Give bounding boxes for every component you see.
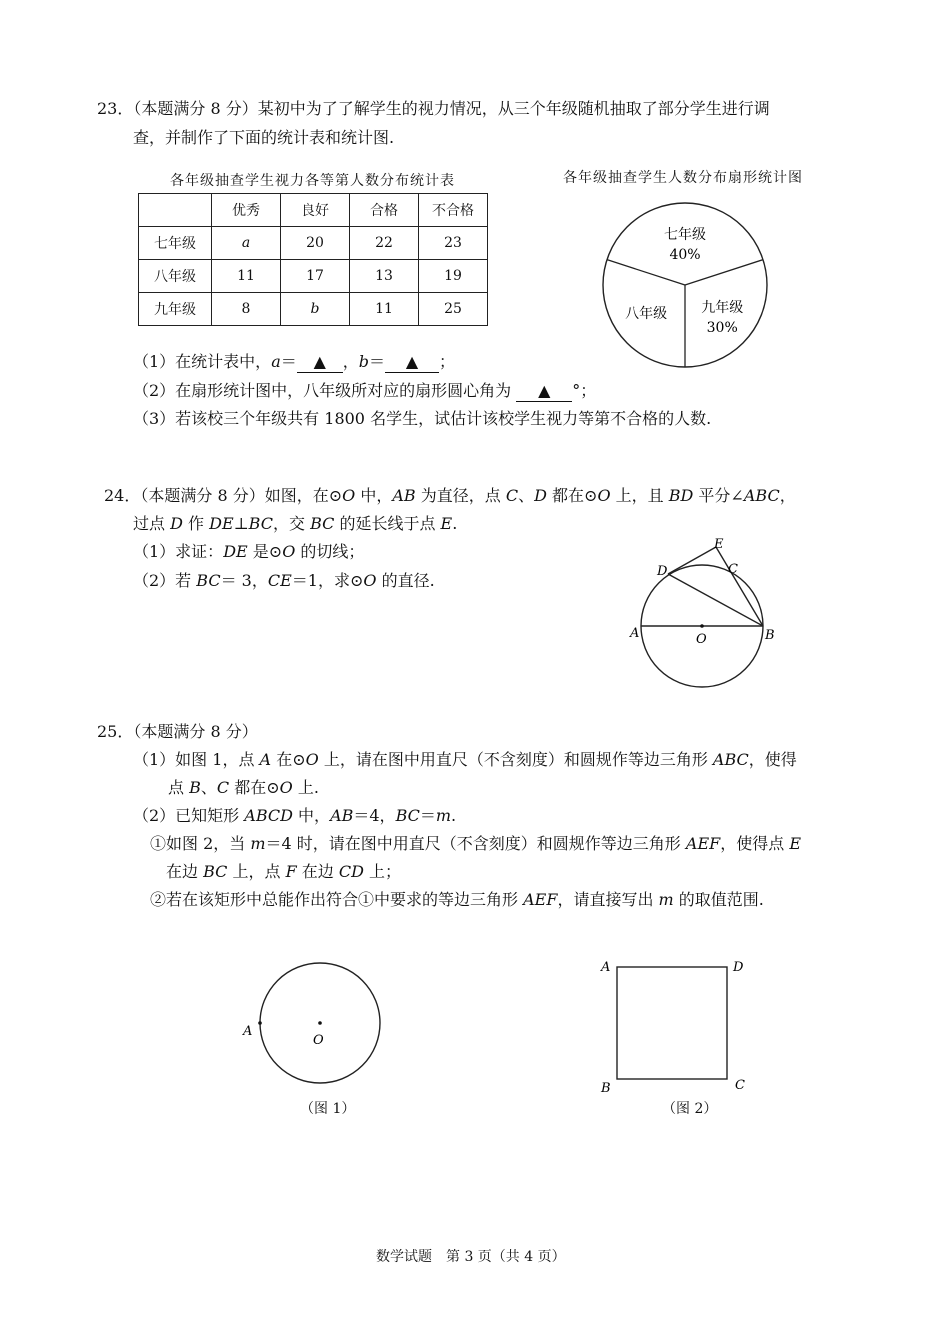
q24-line1: 24．（本题满分 8 分）如图，在⊙O 中，AB 为直径，点 C、D 都在⊙O 上，且 BD 平分∠ABC， [104, 486, 796, 505]
table-row [139, 227, 488, 260]
q25-item1-cont: 在边 BC 上，点 F 在边 CD 上； [166, 862, 402, 881]
figure-2-rectangle [595, 955, 755, 1100]
table-header-row [139, 194, 488, 227]
answer-blank-a: ▲ [297, 352, 343, 373]
pie-value-grade9: 30% [706, 320, 738, 337]
table-cell: 22 [350, 227, 419, 260]
center-point [318, 1021, 322, 1025]
table-row [139, 293, 488, 326]
q23-sub1: （1）在统计表中，a＝ ▲ ，b＝ ▲ ； [133, 352, 456, 371]
q23-sub3: （3）若该校三个年级共有 1800 名学生，试估计该校学生视力等第不合格的人数. [133, 409, 712, 428]
table-header-cell: 合格 [350, 194, 419, 227]
label-a: A [601, 960, 611, 975]
label-a: A [630, 626, 640, 641]
table-cell: 20 [281, 227, 350, 260]
table-cell: 19 [419, 260, 488, 293]
table-header-cell: 良好 [281, 194, 350, 227]
q24-sub2: （2）若 BC＝ 3，CE＝1，求⊙O 的直径. [133, 571, 435, 590]
pie-label-grade8: 八年级 [625, 306, 668, 323]
table-cell: 11 [212, 260, 281, 293]
label-b: B [601, 1081, 611, 1096]
table-cell: 九年级 [139, 293, 212, 326]
point-a [258, 1021, 262, 1025]
q25-sub2: （2）已知矩形 ABCD 中，AB＝4，BC＝m. [133, 806, 457, 825]
pie-chart [598, 198, 773, 373]
table-cell: b [281, 293, 350, 326]
q25-sub1-cont: 点 B、C 都在⊙O 上. [168, 778, 319, 797]
table-cell: 23 [419, 227, 488, 260]
segment-be [716, 547, 763, 626]
label-o: O [696, 632, 707, 647]
q25-title: 25．（本题满分 8 分） [97, 722, 258, 741]
center-point [700, 624, 704, 628]
table-cell: 25 [419, 293, 488, 326]
rectangle-abcd [617, 967, 727, 1079]
label-c: C [728, 562, 738, 577]
table-cell: 11 [350, 293, 419, 326]
q23-line1: 23．（本题满分 8 分）某初中为了了解学生的视力情况，从三个年级随机抽取了部分学生进行调 [97, 99, 770, 118]
label-b: B [765, 628, 775, 643]
pie-chart-title: 各年级抽查学生人数分布扇形统计图 [563, 170, 803, 186]
table-cell: 8 [212, 293, 281, 326]
label-a: A [243, 1024, 253, 1039]
q25-item1: ①如图 2，当 m＝4 时，请在图中用直尺（不含刻度）和圆规作等边三角形 AEF，使得点 E [150, 834, 802, 853]
table-cell: 八年级 [139, 260, 212, 293]
pie-label-grade9: 九年级 [701, 300, 744, 317]
label-c: C [735, 1078, 745, 1093]
q24-sub1: （1）求证：DE 是⊙O 的切线； [133, 542, 365, 561]
label-d: D [733, 960, 744, 975]
figure-2-caption: （图 2） [662, 1101, 718, 1117]
segment-bd [668, 574, 763, 626]
pie-label-grade7: 七年级 [664, 227, 706, 243]
figure-1-caption: （图 1） [300, 1101, 356, 1117]
label-o: O [313, 1033, 324, 1048]
page-footer: 数学试题 第 3 页（共 4 页） [376, 1249, 566, 1265]
q24-geometry-figure [620, 530, 780, 690]
table-header-cell [139, 194, 212, 227]
figure-1-circle [235, 955, 395, 1095]
pie-boundary-7-9 [685, 260, 763, 285]
pie-value-grade7: 40% [669, 247, 701, 263]
table-cell: 13 [350, 260, 419, 293]
label-d: D [657, 564, 668, 579]
table-cell: 17 [281, 260, 350, 293]
stats-table-title: 各年级抽查学生视力各等第人数分布统计表 [170, 173, 455, 189]
table-cell: 七年级 [139, 227, 212, 260]
table-header-cell: 优秀 [212, 194, 281, 227]
answer-blank-angle: ▲ [516, 381, 572, 402]
table-cell: a [212, 227, 281, 260]
answer-blank-b: ▲ [385, 352, 439, 373]
q25-item2: ②若在该矩形中总能作出符合①中要求的等边三角形 AEF，请直接写出 m 的取值范围. [150, 890, 764, 909]
stats-table [138, 193, 488, 326]
q24-line2: 过点 D 作 DE⊥BC，交 BC 的延长线于点 E. [133, 514, 458, 533]
segment-de [668, 547, 716, 574]
label-e: E [714, 537, 724, 552]
pie-boundary-7-8 [607, 260, 685, 285]
table-header-cell: 不合格 [419, 194, 488, 227]
q25-sub1: （1）如图 1，点 A 在⊙O 上，请在图中用直尺（不含刻度）和圆规作等边三角形 ABC，使得 [133, 750, 797, 769]
table-row [139, 260, 488, 293]
q23-sub2: （2）在扇形统计图中，八年级所对应的扇形圆心角为 ▲ °； [133, 381, 597, 400]
q23-line2: 查，并制作了下面的统计表和统计图. [133, 128, 395, 147]
